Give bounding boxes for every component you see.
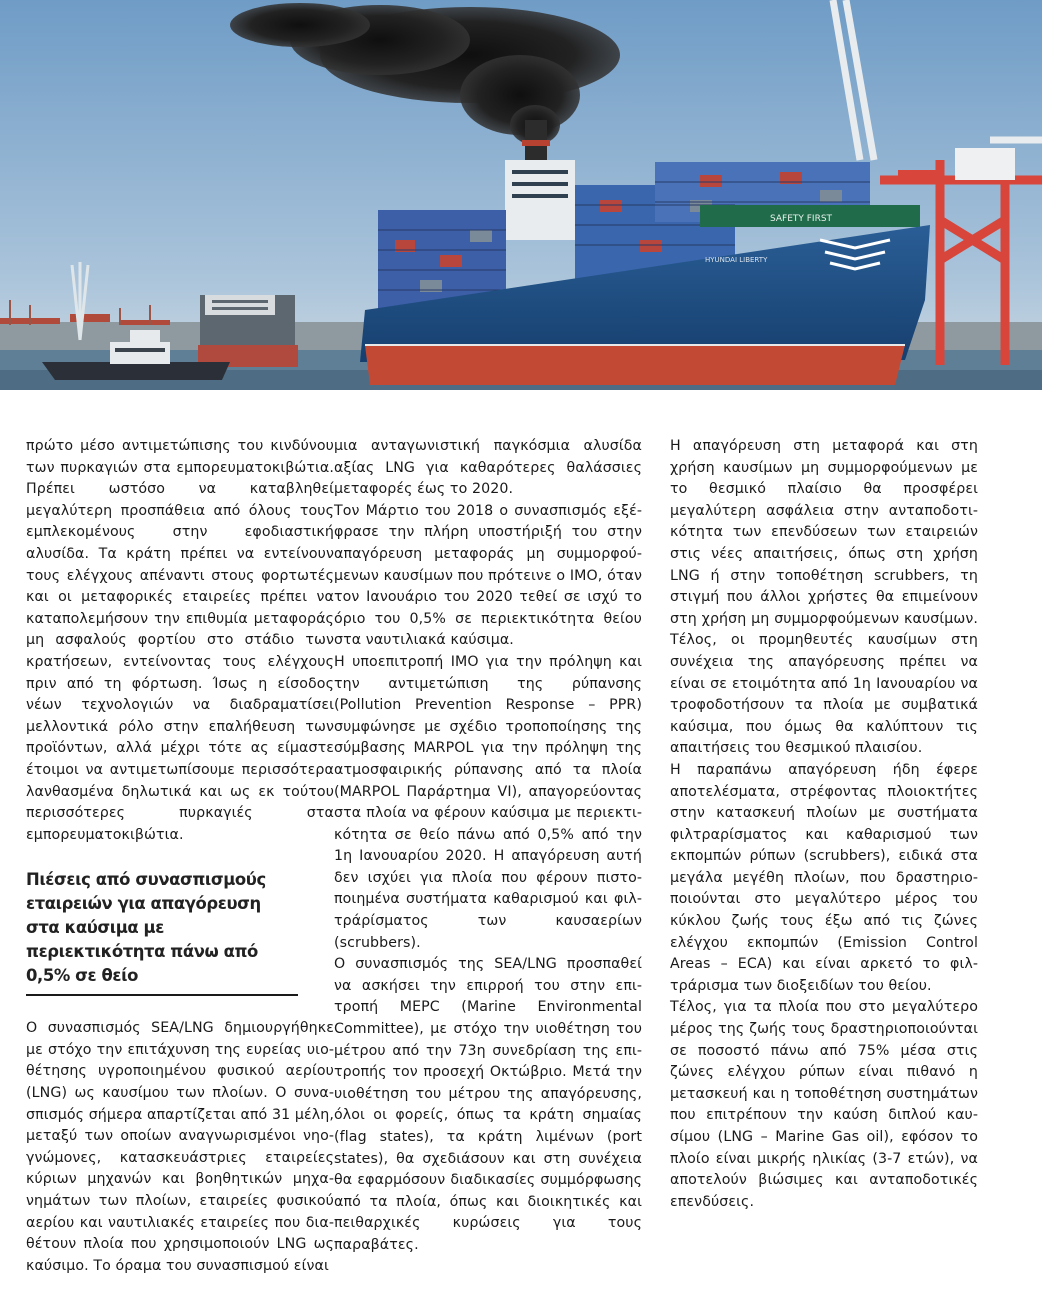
column-3 [670, 436, 978, 1213]
col2-paragraph-2: Τον Μάρτιο του 2018 ο συνασπισμός εξέφρασε την πλήρη υποστήριξή του στην απαγόρευση μεταφοράς μη συμμορφούμενων καυσίμων που πρότεινε ο IMO, όταν τον Ιανουάριο του 2020 τεθεί σε ισχύ το όριο του 0,5% σε περιεκτικότητα θείου στα ναυτιλιακά καύσιμα. [334, 502, 642, 649]
col3-paragraph-2: Η παραπάνω απαγόρευση ήδη έφερε αποτελέσματα, στρέφοντας πλοιοκτήτες στην κατασκευή πλοίων με συστήματα φιλτραρίσματος και καθαρισμού των εκπομπών ρύπων (scrubbers), ειδικά στα μεγάλα μεγέθη πλοίων, που δραστηριοποιούνται στο μεγαλύτερο μέρος του κύκλου ζωής τους έξω από τις ζώνες ελέγχου εκπομπών (Emission Control Areas – ECA) και είναι αρκετό το φιλτράρισμα των διοξειδίων του θείου. [670, 761, 978, 994]
section-heading: Πιέσεις από συνασπισμούς εταιρειών για απαγόρευση στα καύσιμα με περιεκτικότητα πάνω από 0,5% σε θείο [26, 870, 266, 986]
heading-rule [26, 994, 298, 996]
col3-paragraph-1: Η απαγόρευση στη μεταφορά και στη χρήση καυσίμων μη συμμορφούμενων με το θεσμικό πλαίσιο θα προσφέρει μεγαλύτερη ασφάλεια στην ανταποδοτικότητα των επενδύσεων των εταιρειών στις νέες απαιτήσεις, όπως στη χρήση LNG ή στην τοποθέτηση scrubbers, τη στιγμή που άλλοι χρήστες θα επιμείνουν στη χρήση μη συμμορφούμενων καυσίμων. Τέλος, οι προμηθευτές καυσίμων στη συνέχεια της απαγόρευσης πρέπει να είναι σε ετοιμότητα από 1η Ιανουαρίου να τροφοδοτήσουν τα πλοία με συμβατικά καύσιμα, που όμως θα καλύπτουν τις απαιτήσεις του θεσμικού πλαισίου. [670, 438, 978, 757]
col2-paragraph-4: Ο συνασπισμός της SEA/LNG προσπαθεί να ασκήσει την επιρροή του στην επιτροπή MEPC (Marine Environmental Committee), με στόχο την υιοθέτηση του μέτρου από την 73η συνεδρίαση της επιτροπής τον προσεχή Οκτώβριο. Μετά την υιοθέτηση του μέτρου της απαγόρευσης, όλοι οι φορείς, όπως τα κράτη σημαίας (flag states), τα κράτη λιμένων (port states), θα σχεδιάσουν και στη συνέχεια θα εφαρμόσουν διαδικασίες συμμόρφωσης από τα πλοία, όπως και διοικητικές και πειθαρχικές κυρώσεις για τους παραβάτες. [334, 956, 642, 1253]
col2-paragraph-3: Η υποεπιτροπή IMO για την πρόληψη και την αντιμετώπιση της ρύπανσης (Pollution Prevention Response – PPR) συμφώνησε με σχέδιο τροποποίησης της σύμβασης MARPOL για την πρόληψη της ατμοσφαιρικής ρύπανσης από τα πλοία (MARPOL Παράρτημα VI), απαγορεύοντας στα πλοία να φέρουν καύσιμα με περιεκτικότητα σε θείο πάνω από 0,5% από την 1η Ιανουαρίου 2020. Η απαγόρευση αυτή δεν ισχύει για πλοία που φέρουν πιστοποιημένα συστήματα καθαρισμού και φιλτράρίσματος των καυσαερίων (scrubbers). [334, 653, 642, 951]
col3-paragraph-3: Τέλος, για τα πλοία που στο μεγαλύτερο μέρος της ζωής τους δραστηριοποιούνται σε ποσοστό πάνω από 75% μέσα στις ζώνες ελέγχου ρύπων είναι πιθανό η μετασκευή και η τοποθέτηση συστημάτων που επιτρέπουν την καύση διπλού καυσίμου (LNG – Marine Gas oil), εφόσον το πλοίο είναι μικρής ηλικίας (3-7 ετών), να αποτελούν βιώσιμες και ανταποδοτικές επενδύσεις. [670, 999, 978, 1210]
column-2 [334, 436, 642, 1257]
hull-name: HYUNDAI LIBERTY [705, 256, 768, 264]
ship-photo-illustration [0, 0, 1042, 390]
col1-paragraph-2: Ο συνασπισμός SEA/LNG δημιουργήθηκε με στόχο την επιτάχυνση της ευρείας υιοθέτησης υγροποιημένου φυσικού αερίου (LNG) ως καυσίμου των πλοίων. Ο συνασπισμός σήμερα απαρτίζεται από 31 μέλη, μεταξύ των οποίων αναγνωρισμένοι νηογνώμονες, κατασκευάστριες εταιρείες κύριων μηχανών και βοηθητικών μηχανημάτων των πλοίων, εταιρείες φυσικού αερίου και ναυτιλιακές εταιρείες που διαθέτουν πλοία που χρησιμοποιούν LNG ως καύσιμο. Το όραμα του συνασπισμού είναι [26, 1020, 334, 1274]
column-1 [26, 436, 334, 1277]
bridge-text: SAFETY FIRST [770, 214, 833, 224]
col1-paragraph-1: πρώτο μέσο αντιμετώπισης του κινδύνου των πυρκαγιών στα εμπορευματοκιβώτια. Πρέπει ωστόσο να καταβληθεί μεγαλύτερη προσπάθεια από όλους τους εμπλεκομένους στην εφοδιαστική αλυσίδα. Τα κράτη πρέπει να εντείνουν τους ελέγχους απέναντι στους φορτωτές και οι μεταφορικές εταιρείες πρέπει να καταπολεμήσουν την επιθυμία μεταφοράς μη ασφαλούς φορτίου στο στάδιο των κρατήσεων, εντείνοντας τους ελέγχους πριν από τη φόρτωση. Ίσως η είσοδος νέων τεχνολογιών να διαδραματίσει μελλοντικά ρόλο στην επαλήθευση των προϊόντων, αλλά μέχρι τότε ας είμαστε έτοιμοι να αντιμετωπίσουμε περισσότερα λανθασμένα δηλωτικά και ως εκ τούτου περισσότερες πυρκαγιές στα εμπορευματοκιβώτια. [26, 438, 334, 843]
col2-paragraph-1: μια ανταγωνιστική παγκόσμια αλυσίδα αξίας LNG για καθαρότερες θαλάσσιες μεταφορές έως το 2020. [334, 438, 642, 498]
ship-photo [0, 0, 1042, 390]
